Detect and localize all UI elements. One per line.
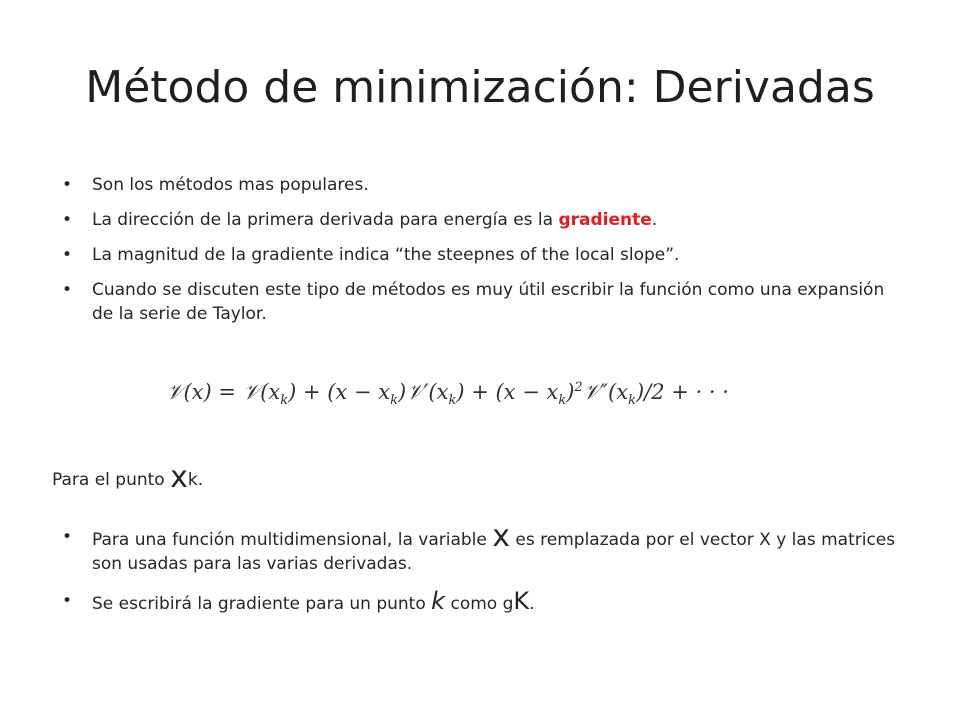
formula-part: 𝒱(x) = 𝒱(x (166, 380, 281, 404)
bullet-text-post: . (529, 594, 535, 614)
formula-sub: k (280, 393, 289, 409)
bullet-list-top (60, 173, 910, 326)
highlight-gradiente: gradiente (558, 210, 652, 230)
formula-sub: k (558, 393, 567, 409)
formula-sub: k (448, 393, 457, 409)
bullet-text-pre: Para una función multidimensional, la variable (92, 530, 493, 550)
subscript-k: k (187, 470, 198, 490)
bullet-dot: • (61, 527, 73, 547)
slide-title: Método de minimización: Derivadas (85, 62, 875, 113)
point-text-end: . (197, 470, 204, 490)
variable-x: x (492, 519, 511, 554)
variable-K: K (513, 587, 530, 615)
bullet-text-pre: Se escribirá la gradiente para un punto (92, 594, 432, 614)
variable-k: k (431, 587, 446, 615)
formula-part: )/2 + · · · (635, 380, 729, 404)
variable-x: x (170, 460, 188, 495)
list-item (60, 173, 910, 197)
bullet-dot: • (61, 591, 73, 611)
bullet-text: Cuando se discuten este tipo de métodos es muy útil escribir la función como una expansión de la serie de Taylor. (92, 280, 885, 324)
list-item (60, 519, 910, 576)
formula-sub: k (390, 393, 398, 409)
formula-part: )𝒱′(x (397, 380, 449, 404)
bullet-text-pre: La dirección de la primera derivada para energía es la (92, 210, 559, 230)
formula-sub: k (628, 393, 636, 409)
bullet-list-bottom (60, 519, 910, 629)
formula-sup: 2 (574, 380, 583, 395)
list-item (60, 243, 910, 267)
point-line (52, 460, 204, 495)
taylor-formula-image (166, 380, 729, 408)
bullet-dot: • (61, 210, 73, 230)
bullet-text-post: es remplazada por el vector X y las matrices son usadas para las varias derivadas. (92, 530, 896, 574)
bullet-dot: • (61, 175, 73, 195)
bullet-dot: • (61, 280, 73, 300)
bullet-text-post: . (651, 210, 658, 230)
bullet-dot: • (61, 245, 73, 265)
list-item (60, 208, 910, 232)
bullet-text: Son los métodos mas populares. (92, 175, 369, 195)
formula-part: 𝒱″(x (582, 380, 629, 404)
formula-part: ) + (x − x (288, 380, 391, 404)
bullet-text: La magnitud de la gradiente indica “the steepnes of the local slope”. (92, 245, 680, 265)
formula-part: ) + (x − x (456, 380, 559, 404)
point-text: Para el punto (52, 470, 171, 490)
list-item (60, 589, 910, 616)
bullet-text-mid: como g (445, 594, 514, 614)
formula-part: ) (566, 380, 575, 404)
list-item (60, 278, 910, 326)
